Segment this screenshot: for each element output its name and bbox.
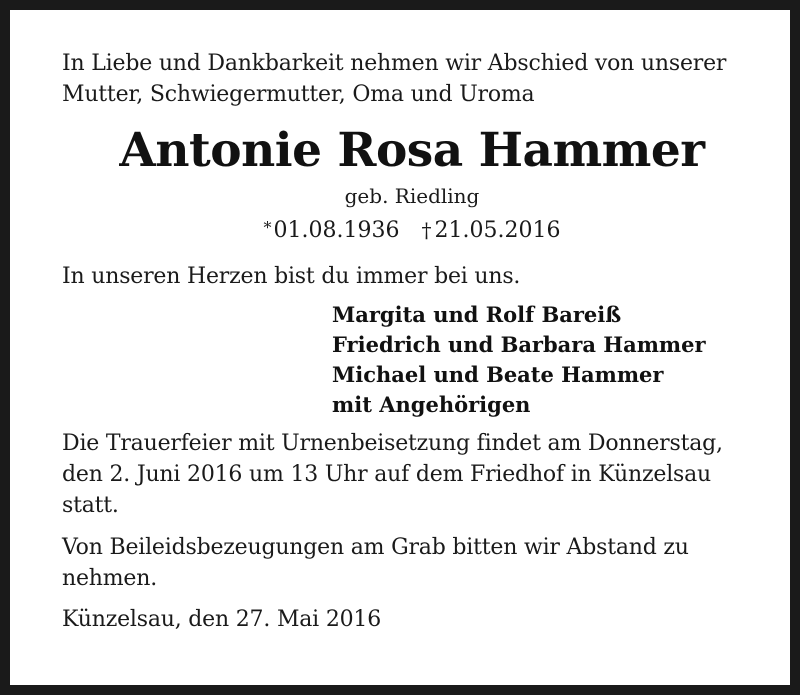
birth-star-icon: * <box>263 218 272 237</box>
mourner-entry: Michael und Beate Hammer <box>332 362 664 387</box>
mourner-entry: Margita und Rolf Bareiß <box>332 302 622 327</box>
deceased-name: Antonie Rosa Hammer <box>119 123 705 178</box>
ceremony-line-2: den 2. Juni 2016 um 13 Uhr auf dem Friedhof in Künzelsau <box>62 462 712 487</box>
ceremony-line-3: statt. <box>62 493 119 518</box>
life-dates <box>62 213 762 246</box>
birth-date: 01.08.1936 <box>273 218 400 243</box>
condolences-notice <box>62 532 762 594</box>
condolences-line-2: nehmen. <box>62 566 158 591</box>
mourner-entry: mit Angehörigen <box>332 392 531 417</box>
condolences-line-1: Von Beileidsbezeugungen am Grab bitten wir Abstand zu <box>62 535 689 560</box>
motto: In unseren Herzen bist du immer bei uns. <box>62 264 521 289</box>
intro-line-2: Mutter, Schwiegermutter, Oma und Uroma <box>62 82 535 107</box>
death-date: 21.05.2016 <box>434 218 561 243</box>
born-name: geb. Riedling <box>344 184 480 208</box>
intro-text <box>62 48 762 110</box>
obituary-content <box>62 48 762 635</box>
death-cross-icon: † <box>421 218 432 242</box>
place-and-date: Künzelsau, den 27. Mai 2016 <box>62 607 382 632</box>
mourner-entry: Friedrich und Barbara Hammer <box>332 332 706 357</box>
intro-line-1: In Liebe und Dankbarkeit nehmen wir Abschied von unserer <box>62 51 727 76</box>
ceremony-line-1: Die Trauerfeier mit Urnenbeisetzung findet am Donnerstag, <box>62 431 723 456</box>
mourners-list <box>332 300 762 420</box>
ceremony-notice <box>62 428 762 521</box>
